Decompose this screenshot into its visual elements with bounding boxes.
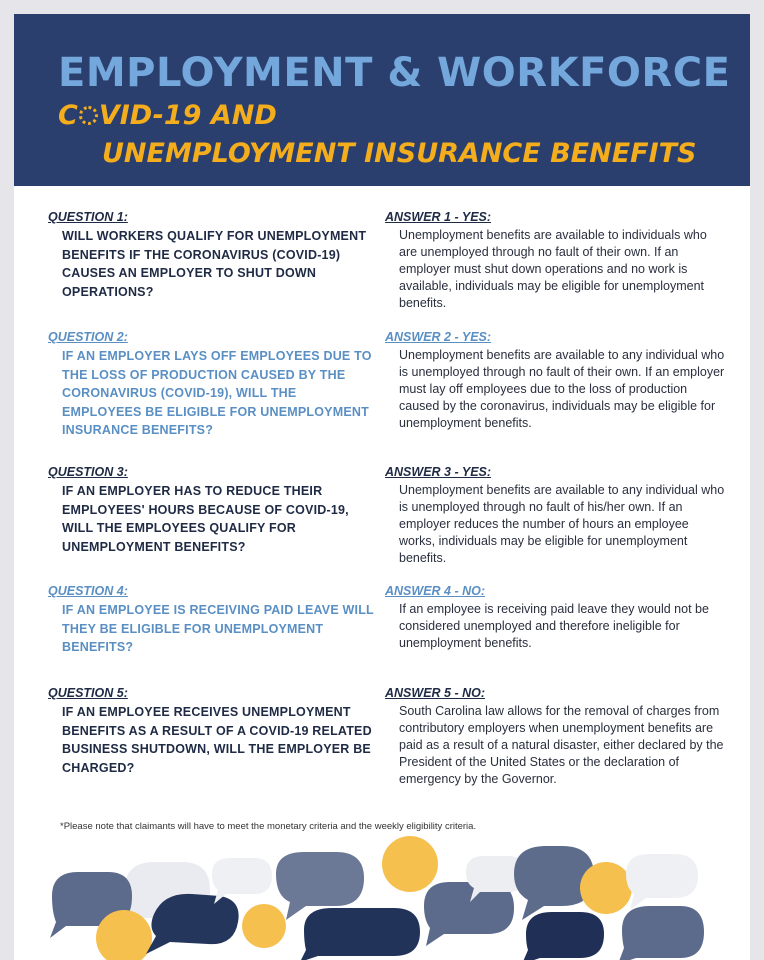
subtitle-prefix: C (58, 100, 78, 131)
question-label: QUESTION 5: (48, 686, 128, 700)
speech-bubble-icon (382, 836, 438, 892)
question-text: IF AN EMPLOYEE RECEIVES UNEMPLOYMENT BENEFITS AS A RESULT OF A COVID-19 RELATED BUSINESS SHUTDOWN, WILL THE EMPLOYER BE CHARGED? (62, 705, 372, 775)
question-text: WILL WORKERS QUALIFY FOR UNEMPLOYMENT BENEFITS IF THE CORONAVIRUS (COVID-19) CAUSES AN EMPLOYER TO SHUT DOWN OPERATIONS? (62, 229, 367, 299)
answer-4 (385, 584, 725, 652)
speech-bubble-icon (522, 912, 604, 960)
answer-3 (385, 465, 725, 567)
speech-bubbles-illustration (14, 834, 750, 960)
header-banner (14, 14, 750, 186)
flyer-page (14, 14, 750, 960)
answer-text: Unemployment benefits are available to any individual who is unemployed through no fault of their own. If an employer must lay off employees due to the loss of production caused by the coronavirus, individuals may be eligible for unemployment benefits. (399, 348, 725, 430)
question-label: QUESTION 1: (48, 210, 128, 224)
speech-bubble-icon (626, 854, 698, 910)
answer-text: South Carolina law allows for the removal of charges from contributory employers when unemployment benefits are paid as a result of a natural disaster, either declared by the President of the United States or the declaration of emergency by the Governor. (399, 704, 724, 786)
question-text: IF AN EMPLOYEE IS RECEIVING PAID LEAVE WILL THEY BE ELIGIBLE FOR UNEMPLOYMENT BENEFITS? (62, 603, 374, 654)
answer-2 (385, 330, 725, 432)
answer-label: ANSWER 2 - YES: (385, 330, 492, 344)
answer-text: If an employee is receiving paid leave they would not be considered unemployed and therefore ineligible for unemployment benefits. (399, 602, 709, 650)
question-2 (48, 330, 378, 440)
question-label: QUESTION 3: (48, 465, 128, 479)
question-4 (48, 584, 378, 657)
speech-bubble-icon (580, 862, 632, 914)
question-1 (48, 210, 378, 301)
answer-label: ANSWER 1 - YES: (385, 210, 492, 224)
answer-label: ANSWER 4 - NO: (385, 584, 485, 598)
speech-bubble-icon (212, 858, 272, 904)
question-label: QUESTION 4: (48, 584, 128, 598)
virus-icon (79, 106, 98, 125)
question-3 (48, 465, 378, 556)
answer-text: Unemployment benefits are available to any individual who is unemployed through no fault of his/her own. If an employer reduces the number of hours an employee works, individuals may be eligible for unemployment benefits. (399, 483, 725, 565)
speech-bubble-icon (242, 904, 286, 948)
question-label: QUESTION 2: (48, 330, 128, 344)
subtitle-suffix: VID-19 AND (98, 100, 277, 131)
answer-5 (385, 686, 725, 788)
answer-label: ANSWER 3 - YES: (385, 465, 492, 479)
question-text: IF AN EMPLOYER LAYS OFF EMPLOYEES DUE TO THE LOSS OF PRODUCTION CAUSED BY THE CORONAVIRUS (COVID-19), WILL THE EMPLOYEES BE ELIGIBLE FOR UNEMPLOYMENT INSURANCE BENEFITS? (62, 349, 372, 437)
answer-text: Unemployment benefits are available to individuals who are unemployed through no fault of their own. If an employer must shut down operations and no work is available, individuals may be eligible for unemployment benefits. (399, 228, 707, 310)
question-text: IF AN EMPLOYER HAS TO REDUCE THEIR EMPLOYEES' HOURS BECAUSE OF COVID-19, WILL THE EMPLOYEES QUALIFY FOR UNEMPLOYMENT BENEFITS? (62, 484, 349, 554)
subtitle-line-2: UNEMPLOYMENT INSURANCE BENEFITS (102, 138, 697, 169)
question-5 (48, 686, 378, 777)
subtitle-line-1 (58, 100, 277, 131)
page-title: EMPLOYMENT & WORKFORCE (58, 50, 731, 96)
answer-1 (385, 210, 725, 312)
answer-label: ANSWER 5 - NO: (385, 686, 485, 700)
speech-bubble-icon (618, 906, 704, 960)
speech-bubble-icon (300, 908, 420, 960)
footnote: *Please note that claimants will have to meet the monetary criteria and the weekly eligibility criteria. (60, 821, 477, 832)
